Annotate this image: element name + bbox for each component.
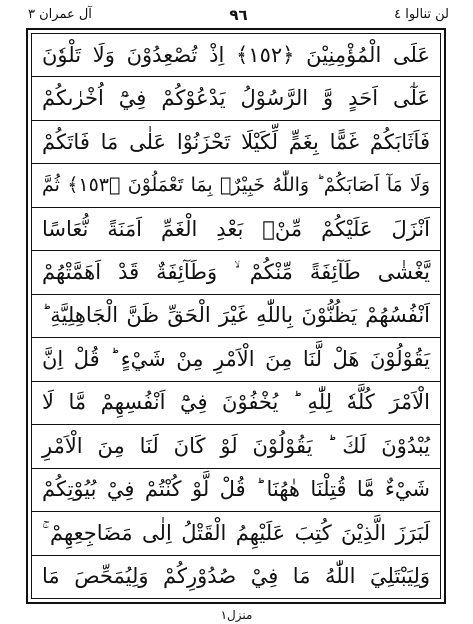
verse-line-2 <box>32 77 440 120</box>
verse-line-3 <box>32 121 440 164</box>
verse-line-7 <box>32 295 440 338</box>
verse-text: شَيْءٌ مَّا قُتِلْنَا هٰهُنَا ؕ قُلْ لَّوْ كُنْتُمْ فِيْ بُيُوْتِكُمْ <box>42 477 430 502</box>
verse-line-4 <box>32 164 440 207</box>
verse-text: عَلٰٓى اَحَدٍ وَّ الرَّسُوْلُ يَدْعُوْكُمْ فِيْٓ اُخْرٰىكُمْ <box>42 86 430 111</box>
verse-line-11 <box>32 469 440 512</box>
verse-line-12 <box>32 512 440 555</box>
inner-border <box>31 33 441 599</box>
verse-lines <box>32 34 440 598</box>
verse-text: وَلَا مَآ اَصَابَكُمْ ؕ وَاللّٰهُ خَبِيْرٌۢ بِمَا تَعْمَلُوْنَ ﴿١٥٣﴾ ثُمَّ <box>42 174 430 197</box>
verse-text: الْاَمْرَ كُلَّهٗ لِلّٰهِ ؕ يُخْفُوْنَ فِيْٓ اَنْفُسِهِمْ مَّا لَا <box>42 390 430 415</box>
verse-line-10 <box>32 425 440 468</box>
verse-line-9 <box>32 382 440 425</box>
juz-name-label: لن تنالوا ٤ <box>394 7 449 22</box>
page-header <box>26 3 451 29</box>
page-footer <box>0 604 473 624</box>
verse-line-1 <box>32 34 440 77</box>
verse-text: يُبْدُوْنَ لَكَ ؕ يَقُوْلُوْنَ لَوْ كَانَ لَنَا مِنَ الْاَمْرِ <box>42 433 430 458</box>
verse-text: عَلَى الْمُؤْمِنِيْنَ ﴿١٥٢﴾ اِذْ تُصْعِدُوْنَ وَلَا تَلْوٗنَ <box>42 42 430 67</box>
verse-text: اَنْفُسُهُمْ يَظُنُّوْنَ بِاللّٰهِ غَيْرَ الْحَقِّ ظَنَّ الْجَاهِلِيَّةِ ؕ <box>42 303 430 328</box>
verse-text: فَاَثَابَكُمْ غَمًّا بِغَمٍّ لِّكَيْلَا تَحْزَنُوْا عَلٰى مَا فَاتَكُمْ <box>42 129 430 154</box>
verse-line-13 <box>32 556 440 598</box>
verse-text: يَقُوْلُوْنَ هَلْ لَّنَا مِنَ الْاَمْرِ مِنْ شَيْءٍ ؕ قُلْ اِنَّ <box>42 346 430 371</box>
page-number: ٩٦ <box>229 6 248 24</box>
surah-name-label: آل عمران ٣ <box>28 7 92 22</box>
verse-text: لَبَرَزَ الَّذِيْنَ كُتِبَ عَلَيْهِمُ الْقَتْلُ اِلٰى مَضَاجِعِهِمْ ۚ <box>42 520 430 545</box>
verse-line-5 <box>32 208 440 251</box>
verse-text: وَلِيَبْتَلِيَ اللّٰهُ مَا فِيْ صُدُوْرِكُمْ وَلِيُمَحِّصَ مَا <box>42 564 430 589</box>
verse-text: اَنْزَلَ عَلَيْكُمْ مِّنْۢ بَعْدِ الْغَمِّ اَمَنَةً نُّعَاسًا <box>42 216 430 241</box>
verse-line-6 <box>32 251 440 294</box>
manzil-marker: منزل١ <box>220 608 253 622</box>
verse-line-8 <box>32 338 440 381</box>
verse-text: يَّغْشٰى طَآئِفَةً مِّنْكُمْ ۙ وَطَآئِفَةٌ قَدْ اَهَمَّتْهُمْ <box>42 259 430 284</box>
text-frame <box>26 28 446 604</box>
